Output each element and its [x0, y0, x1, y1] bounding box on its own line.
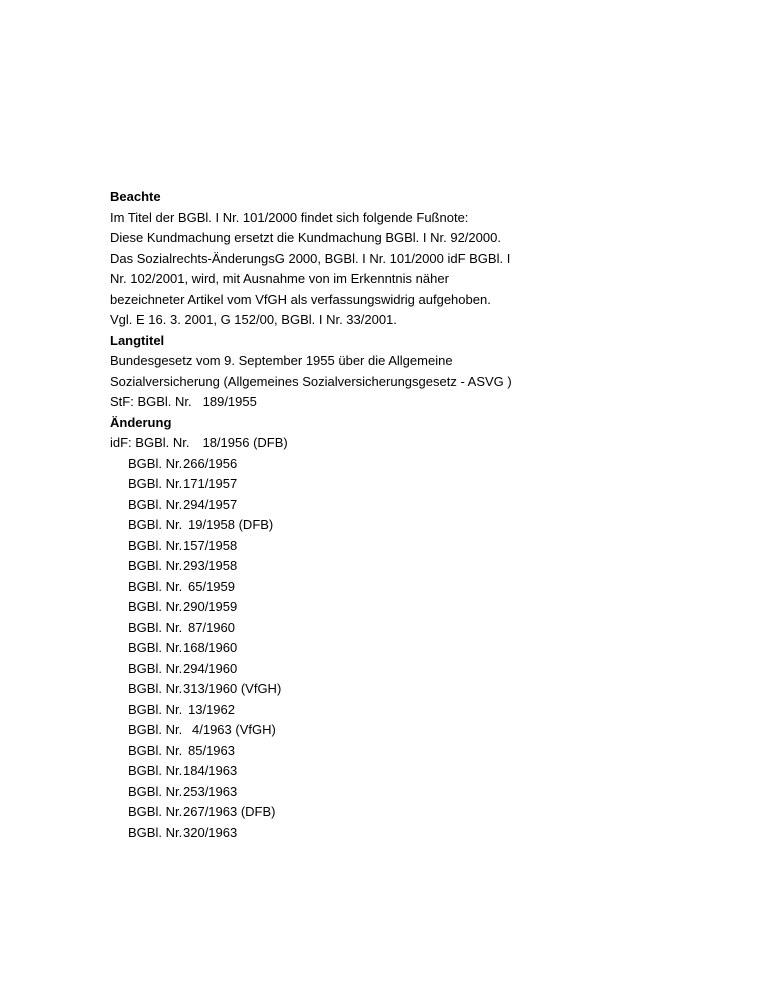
amendment-row: [110, 577, 670, 598]
amendment-row: [110, 679, 670, 700]
amendment-row: [110, 700, 670, 721]
amendment-row: [110, 638, 670, 659]
amendment-row: [110, 556, 670, 577]
amendment-value: 266/1956: [183, 455, 238, 471]
amendment-row: [110, 761, 670, 782]
amendment-value: 171/1957: [183, 476, 238, 491]
idf-label: idF: BGBl. Nr.: [110, 435, 190, 450]
amendment-value: 294/1960: [183, 660, 238, 676]
amendment-label: BGBl. Nr.: [128, 722, 183, 737]
amendment-label: BGBl. Nr.: [128, 578, 183, 594]
amendment-row: [110, 741, 670, 762]
amendment-value: 267/1963 (DFB): [183, 804, 276, 819]
amendment-value: 184/1963: [183, 763, 238, 778]
amendment-value: 87/1960: [188, 619, 235, 635]
beachte-line: Das Sozialrechts-ÄnderungsG 2000, BGBl. I Nr. 101/2000 idF BGBl. I: [110, 250, 511, 266]
section-heading-langtitel: Langtitel: [110, 332, 165, 348]
amendment-value: 294/1957: [183, 496, 238, 512]
beachte-line: Vgl. E 16. 3. 2001, G 152/00, BGBl. I Nr. 33/2001.: [110, 312, 397, 327]
amendment-label: BGBl. Nr.: [128, 804, 183, 819]
amendment-label: BGBl. Nr.: [128, 517, 183, 532]
amendment-label: BGBl. Nr.: [128, 701, 183, 717]
amendment-value: 65/1959: [188, 578, 235, 594]
amendment-label: BGBl. Nr.: [128, 558, 183, 573]
amendment-label: BGBl. Nr.: [128, 599, 183, 614]
idf-value: 18/1956 (DFB): [202, 435, 288, 450]
idf-row: [110, 433, 670, 454]
amendment-row: [110, 515, 670, 536]
amendment-label: BGBl. Nr.: [128, 660, 183, 676]
amendment-label: BGBl. Nr.: [128, 455, 183, 471]
amendment-value: 290/1959: [183, 599, 238, 614]
amendment-label: BGBl. Nr.: [128, 619, 183, 635]
amendment-value: 85/1963: [188, 742, 235, 758]
beachte-line: bezeichneter Artikel vom VfGH als verfassungswidrig aufgehoben.: [110, 291, 491, 307]
langtitel-line: Sozialversicherung (Allgemeines Sozialversicherungsgesetz - ASVG ): [110, 373, 512, 389]
amendment-value: 4/1963 (VfGH): [192, 722, 276, 737]
section-heading-aenderung: Änderung: [110, 414, 172, 430]
section-heading-beachte: Beachte: [110, 189, 161, 204]
amendment-label: BGBl. Nr.: [128, 742, 183, 758]
stf-value: 189/1955: [202, 394, 257, 409]
amendment-label: BGBl. Nr.: [128, 783, 183, 799]
amendment-label: BGBl. Nr.: [128, 681, 183, 696]
amendment-value: 253/1963: [183, 783, 238, 799]
amendment-row: [110, 454, 670, 475]
amendment-row: [110, 823, 670, 844]
amendment-row: [110, 495, 670, 516]
amendment-value: 313/1960 (VfGH): [183, 681, 282, 696]
beachte-line: Diese Kundmachung ersetzt die Kundmachung BGBl. I Nr. 92/2000.: [110, 230, 501, 245]
amendment-label: BGBl. Nr.: [128, 476, 183, 491]
langtitel-line: Bundesgesetz vom 9. September 1955 über die Allgemeine: [110, 353, 453, 368]
amendment-row: [110, 597, 670, 618]
amendment-value: 168/1960: [183, 640, 238, 655]
amendment-row: [110, 802, 670, 823]
amendment-label: BGBl. Nr.: [128, 496, 183, 512]
amendment-label: BGBl. Nr.: [128, 537, 183, 553]
stf-label: StF: BGBl. Nr.: [110, 394, 192, 409]
amendment-row: [110, 474, 670, 495]
amendment-value: 293/1958: [183, 558, 238, 573]
amendment-label: BGBl. Nr.: [128, 763, 183, 778]
amendment-row: [110, 618, 670, 639]
amendment-row: [110, 536, 670, 557]
amendment-label: BGBl. Nr.: [128, 640, 183, 655]
amendment-value: 13/1962: [188, 701, 235, 717]
beachte-line: Im Titel der BGBl. I Nr. 101/2000 findet sich folgende Fußnote:: [110, 209, 469, 225]
beachte-line: Nr. 102/2001, wird, mit Ausnahme von im Erkenntnis näher: [110, 271, 449, 286]
amendment-value: 157/1958: [183, 537, 238, 553]
stf-row: [110, 392, 670, 413]
amendment-value: 320/1963: [183, 824, 238, 840]
amendment-value: 19/1958 (DFB): [188, 517, 274, 532]
amendment-label: BGBl. Nr.: [128, 824, 183, 840]
amendment-row: [110, 659, 670, 680]
document-page: [110, 187, 670, 843]
amendment-row: [110, 782, 670, 803]
amendment-row: [110, 720, 670, 741]
